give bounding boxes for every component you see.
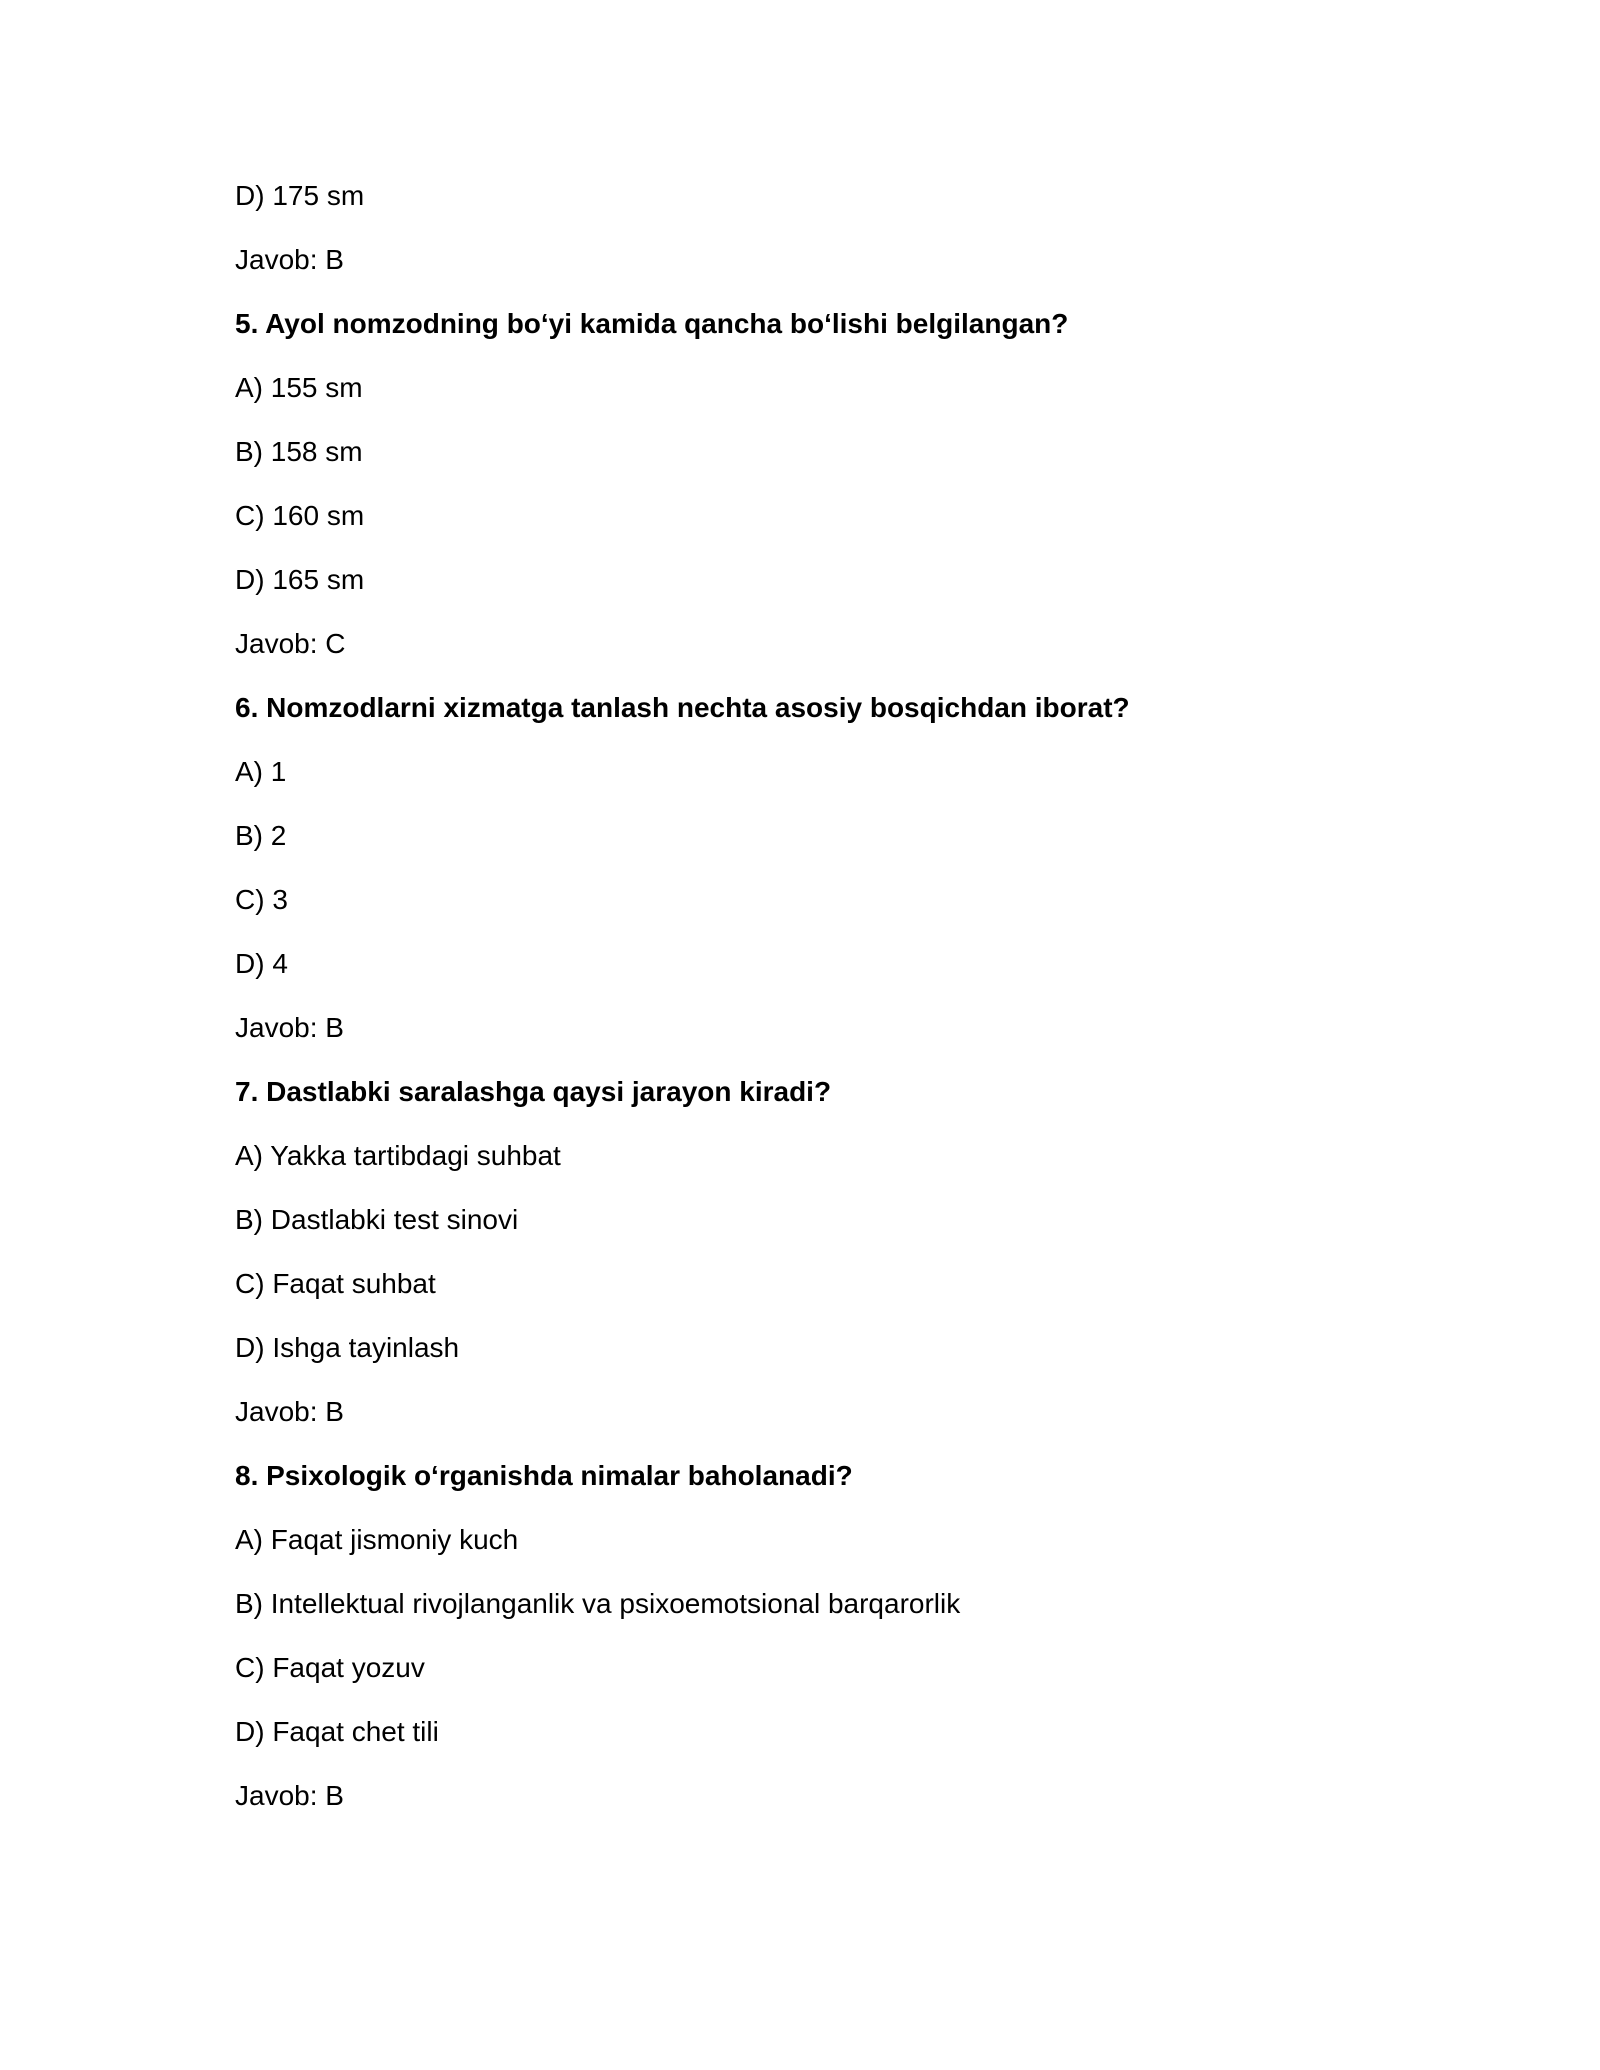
question-heading: 7. Dastlabki saralashga qaysi jarayon kiradi? (235, 1076, 832, 1107)
question-heading: 8. Psixologik o‘rganishda nimalar baholanadi? (235, 1460, 853, 1491)
answer-text: Javob: B (235, 1396, 344, 1427)
question-heading: 5. Ayol nomzodning bo‘yi kamida qancha bo‘lishi belgilangan? (235, 308, 1069, 339)
answer-text: Javob: B (235, 1780, 344, 1811)
option-text: D) 165 sm (235, 564, 365, 595)
option-text: A) Faqat jismoniy kuch (235, 1524, 519, 1555)
answer-text: Javob: C (235, 628, 346, 659)
option-text: D) Faqat chet tili (235, 1716, 439, 1747)
question-heading: 6. Nomzodlarni xizmatga tanlash nechta asosiy bosqichdan iborat? (235, 692, 1130, 723)
option-text: B) 158 sm (235, 436, 363, 467)
option-text: B) 2 (235, 820, 287, 851)
option-text: D) 4 (235, 948, 288, 979)
option-text: C) Faqat suhbat (235, 1268, 436, 1299)
option-text: C) Faqat yozuv (235, 1652, 425, 1683)
document-body (235, 180, 1415, 1844)
option-text: C) 160 sm (235, 500, 365, 531)
option-text: A) Yakka tartibdagi suhbat (235, 1140, 561, 1171)
option-text: C) 3 (235, 884, 288, 915)
option-text: B) Intellektual rivojlanganlik va psixoemotsional barqarorlik (235, 1588, 961, 1619)
option-text: B) Dastlabki test sinovi (235, 1204, 519, 1235)
answer-text: Javob: B (235, 1012, 344, 1043)
option-text: A) 1 (235, 756, 287, 787)
option-text: D) Ishga tayinlash (235, 1332, 460, 1363)
answer-text: Javob: B (235, 244, 344, 275)
option-text: D) 175 sm (235, 180, 365, 211)
option-text: A) 155 sm (235, 372, 363, 403)
